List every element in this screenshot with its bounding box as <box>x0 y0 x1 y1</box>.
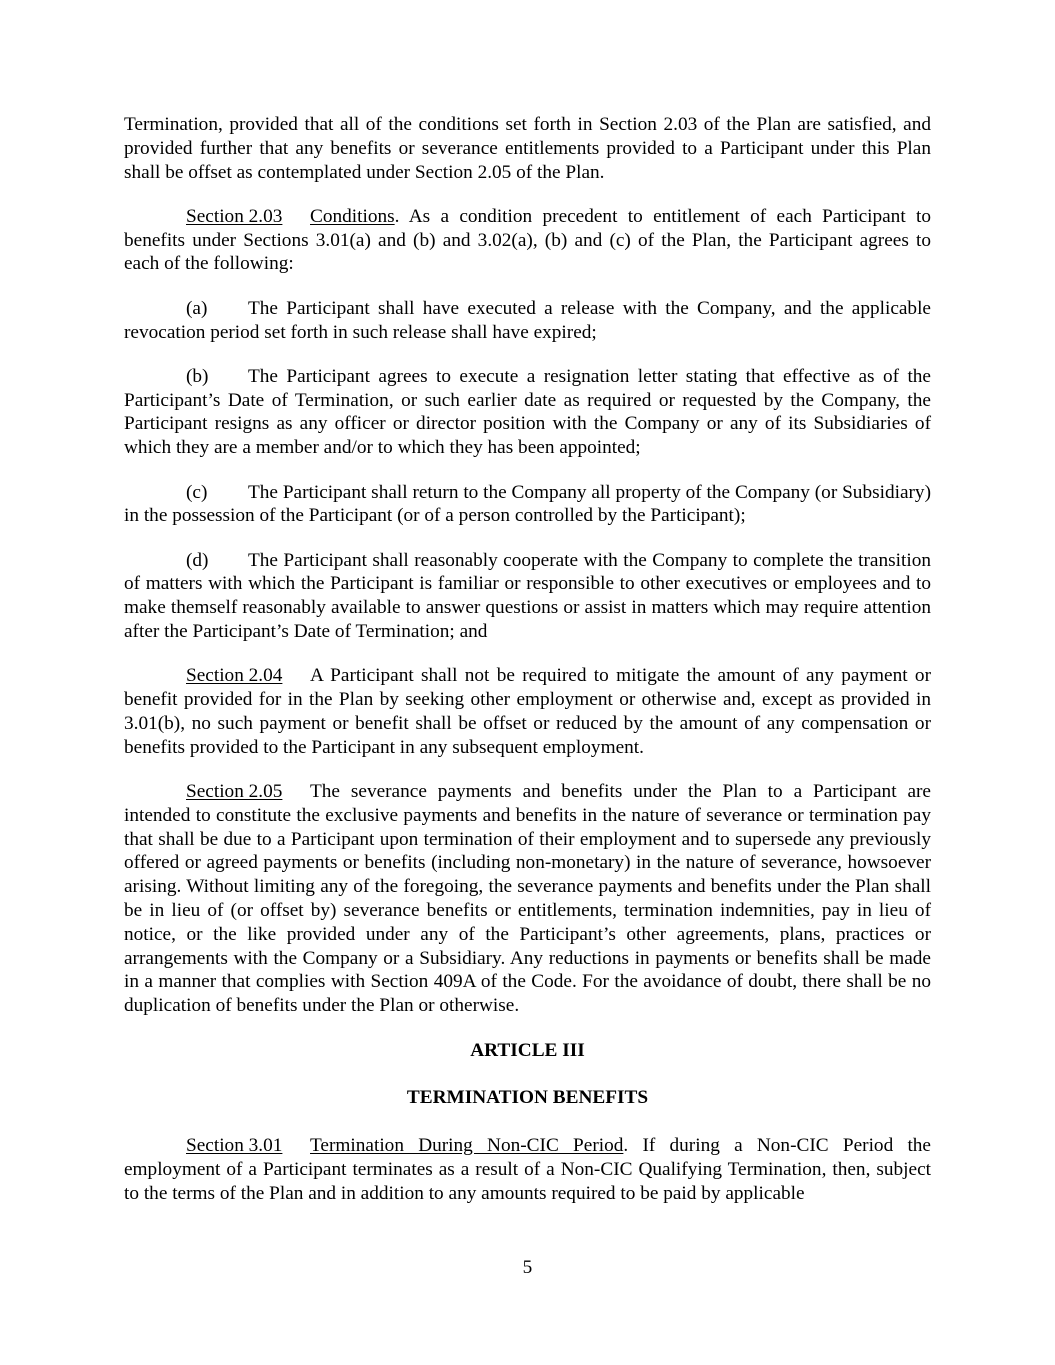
section-2-05-number: Section 2.05 <box>186 781 283 803</box>
condition-a-text: The Participant shall have executed a release with the Company, and the applicable revocation period set forth in such release shall have expired; <box>124 297 931 343</box>
article-number-heading: ARTICLE III <box>470 1039 585 1061</box>
condition-c-label: (c) <box>186 481 208 503</box>
article-title-heading: TERMINATION BENEFITS <box>406 1087 649 1109</box>
page-number: 5 <box>522 1257 533 1278</box>
intro-paragraph: Termination, provided that all of the conditions set forth in Section 2.03 of the Plan are satisfied, and provided further that any benefits or severance entitlements provided to a Participant under this Plan shall be offset as contemplated under Section 2.05 of the Plan. <box>124 114 931 183</box>
condition-d-text: The Participant shall reasonably cooperate with the Company to complete the transition of matters with which the Participant is familiar or responsible to other executives or employees and to make themself reasonably available to answer questions or assist in matters which may require attention after the Participant’s Date of Termination; and <box>124 549 931 643</box>
condition-c-paragraph <box>124 481 931 529</box>
section-2-03-text: . As a condition precedent to entitlement of each Participant to benefits under Sections 3.01(a) and (b) and 3.02(a), (b) and (c) of the Plan, the Participant agrees to each of the following: <box>124 205 931 275</box>
section-2-03-number: Section 2.03 <box>186 205 283 227</box>
condition-d-label: (d) <box>186 549 209 571</box>
document-page <box>124 113 931 1226</box>
section-3-01-title: Termination During Non-CIC Period <box>310 1135 624 1157</box>
section-2-03-paragraph <box>124 205 931 276</box>
section-2-04-paragraph <box>124 664 931 759</box>
condition-d-paragraph <box>124 549 931 644</box>
section-2-03-title: Conditions <box>310 205 395 227</box>
condition-b-label: (b) <box>186 365 209 387</box>
section-2-04-number: Section 2.04 <box>186 665 283 687</box>
section-3-01-number: Section 3.01 <box>186 1135 283 1157</box>
section-2-04-text: A Participant shall not be required to mitigate the amount of any payment or benefit provided for in the Plan by seeking other employment or otherwise and, except as provided in 3.01(b), no such payment or benefit shall be offset or reduced by the amount of any compensation or benefits provided to the Participant in any subsequent employment. <box>124 665 931 758</box>
section-2-05-paragraph <box>124 780 931 1018</box>
condition-c-text: The Participant shall return to the Company all property of the Company (or Subsidiary) in the possession of the Participant (or of a person controlled by the Participant); <box>124 481 931 527</box>
section-3-01-text: . If during a Non-CIC Period the employment of a Participant terminates as a result of a Non-CIC Qualifying Termination, then, subject to the terms of the Plan and in addition to any amounts required to be paid by applicable <box>124 1135 931 1204</box>
section-3-01-paragraph <box>124 1134 931 1205</box>
condition-b-text: The Participant agrees to execute a resignation letter stating that effective as of the Participant’s Date of Termination, or such earlier date as required or requested by the Company, the Participant resigns as any officer or director position with the Company or any of its Subsidiaries of which they are a member and/or to which they has been appointed; <box>124 365 931 459</box>
condition-a-label: (a) <box>186 297 208 319</box>
condition-b-paragraph <box>124 365 931 460</box>
condition-a-paragraph <box>124 297 931 345</box>
section-2-05-text: The severance payments and benefits under the Plan to a Participant are intended to constitute the exclusive payments and benefits in the nature of severance or termination pay that shall be due to a Participant upon termination of their employment and to supersede any previously offered or agreed payments or benefits (including non-monetary) in the nature of severance, howsoever arising. Without limiting any of the foregoing, the severance payments and benefits under the Plan shall be in lieu of (or offset by) severance benefits or entitlements, termination indemnities, pay in lieu of notice, or the like provided under any of the Participant’s other agreements, plans, practices or arrangements with the Company or a Subsidiary. Any reductions in payments or benefits shall be made in a manner that complies with Section 409A of the Code. For the avoidance of doubt, there shall be no duplication of benefits under the Plan or otherwise. <box>124 781 931 1017</box>
